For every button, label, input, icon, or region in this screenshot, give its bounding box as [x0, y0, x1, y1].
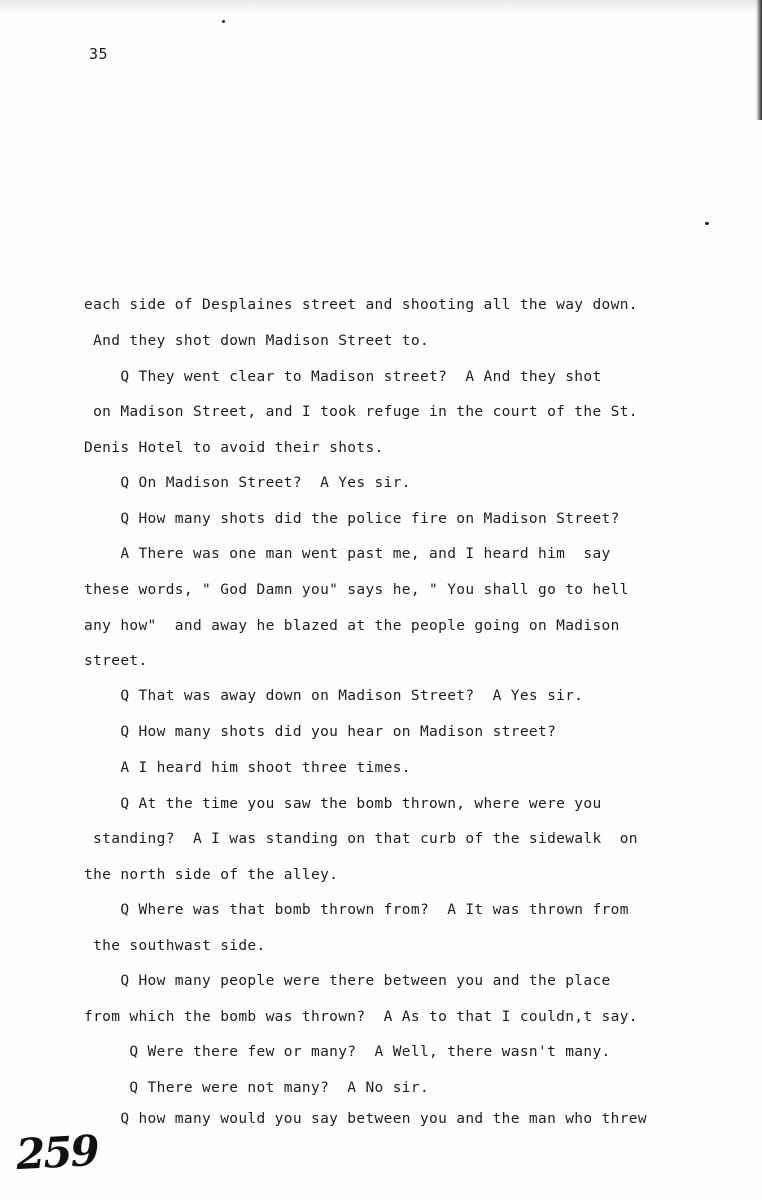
- text-line: A There was one man went past me, and I heard him say: [84, 546, 611, 562]
- text-line: from which the bomb was thrown? A As to that I couldn,t say.: [84, 1009, 638, 1025]
- text-line: And they shot down Madison Street to.: [84, 333, 430, 349]
- text-line: each side of Desplaines street and shooting all the way down.: [84, 297, 638, 313]
- text-line: Q On Madison Street? A Yes sir.: [84, 475, 411, 491]
- text-line: Q Where was that bomb thrown from? A It was thrown from: [84, 902, 629, 918]
- page-number: 35: [89, 45, 109, 63]
- text-line: Q That was away down on Madison Street? A Yes sir.: [84, 688, 584, 704]
- scan-speck: [222, 20, 225, 23]
- scan-top-edge: [0, 0, 762, 14]
- text-line: Denis Hotel to avoid their shots.: [84, 440, 384, 456]
- text-line: standing? A I was standing on that curb of the sidewalk on: [84, 831, 638, 847]
- text-line: Q There were not many? A No sir.: [84, 1080, 430, 1096]
- text-line: Q how many would you say between you and the man who threw: [84, 1111, 647, 1127]
- text-line: the north side of the alley.: [84, 867, 339, 883]
- text-line: A I heard him shoot three times.: [84, 760, 411, 776]
- scan-right-edge: [756, 0, 762, 120]
- text-line: Q How many shots did you hear on Madison street?: [84, 724, 557, 740]
- text-line: street.: [84, 653, 148, 669]
- text-line: Q Were there few or many? A Well, there wasn't many.: [84, 1044, 611, 1060]
- text-line: Q How many shots did the police fire on Madison Street?: [84, 511, 620, 527]
- text-line: Q They went clear to Madison street? A And they shot: [84, 369, 602, 385]
- text-line: any how" and away he blazed at the people going on Madison: [84, 618, 620, 634]
- text-line: Q How many people were there between you and the place: [84, 973, 611, 989]
- handwritten-page-number: 259: [14, 1125, 99, 1180]
- text-line: Q At the time you saw the bomb thrown, where were you: [84, 796, 602, 812]
- scan-speck: [705, 222, 709, 225]
- text-line: on Madison Street, and I took refuge in the court of the St.: [84, 404, 638, 420]
- text-line: these words, " God Damn you" says he, " You shall go to hell: [84, 582, 629, 598]
- text-line: the southwast side.: [84, 938, 266, 954]
